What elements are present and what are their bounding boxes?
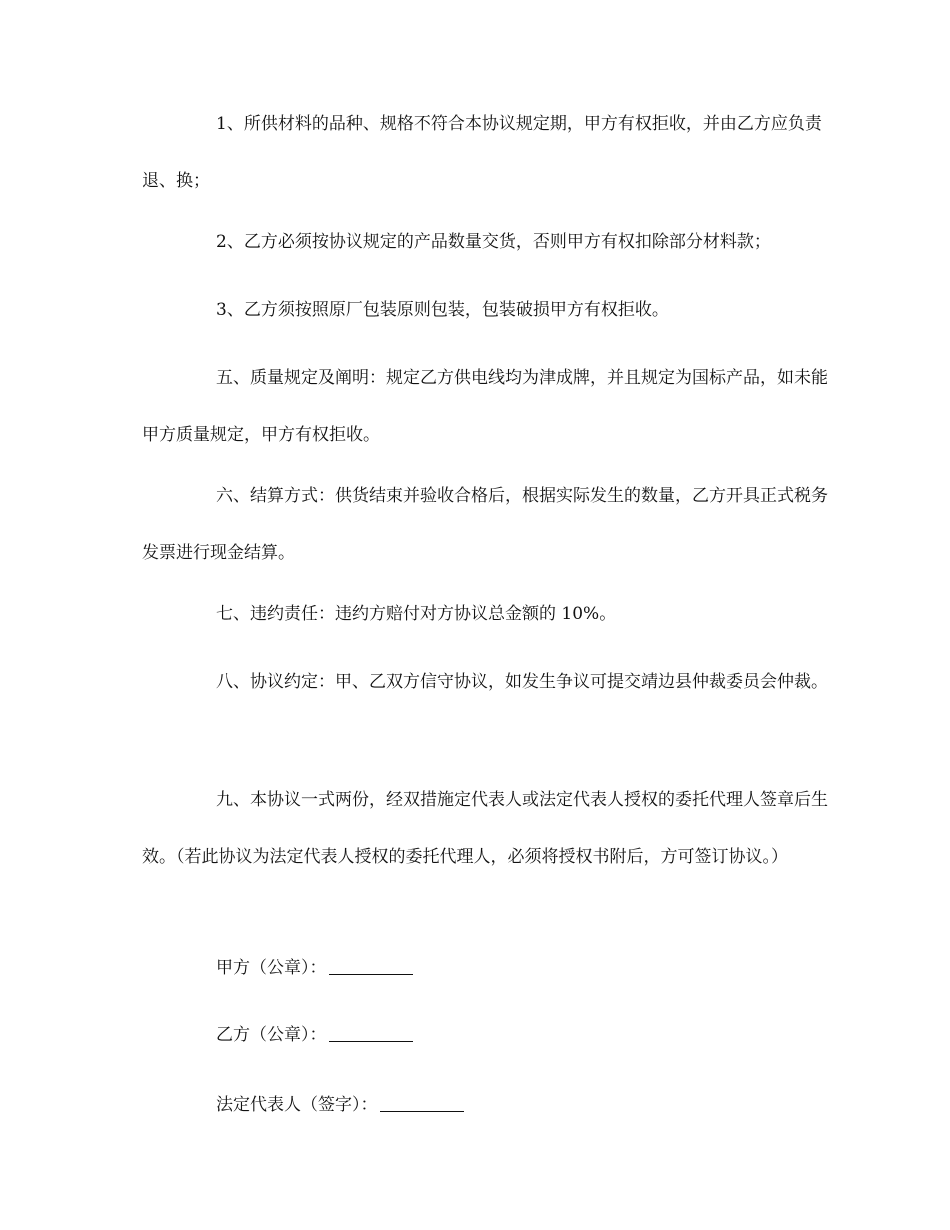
signature-legal-rep-label: 法定代表人（签字）： [216,1095,378,1115]
signature-party-a-blank [329,956,413,975]
signature-party-b-label: 乙方（公章）： [216,1025,327,1045]
signature-party-b-blank [329,1023,413,1042]
clause-packaging: 3、乙方须按照原厂包装原则包装，包装破损甲方有权拒收。 [216,300,669,320]
signature-party-a-label: 甲方（公章）： [216,958,327,978]
signature-legal-rep-blank [380,1093,464,1112]
clause-settlement: 六、结算方式：供货结束并验收合格后，根据实际发生的数量，乙方开具正式税务发票进行现金结算。 [142,486,828,563]
signature-party-a [216,953,413,983]
clause-dispute: 八、协议约定：甲、乙双方信守协议，如发生争议可提交靖边县仲裁委员会仲裁。 [216,672,828,692]
signature-legal-rep [216,1090,464,1120]
clause-quantity: 2、乙方必须按协议规定的产品数量交货，否则甲方有权扣除部分材料款； [216,232,771,252]
clause-quality: 五、质量规定及阐明：规定乙方供电线均为津成牌，并且规定为国标产品，如未能甲方质量规定，甲方有权拒收。 [142,368,828,445]
clause-effectiveness: 九、本协议一式两份，经双措施定代表人或法定代表人授权的委托代理人签章后生效。（若此协议为法定代表人授权的委托代理人，必须将授权书附后，方可签订协议。） [142,790,828,867]
clause-material-spec: 1、所供材料的品种、规格不符合本协议规定期，甲方有权拒收，并由乙方应负责退、换； [142,114,822,191]
signature-party-b [216,1020,413,1050]
clause-breach: 七、违约责任：违约方赔付对方协议总金额的 10%。 [216,604,617,624]
